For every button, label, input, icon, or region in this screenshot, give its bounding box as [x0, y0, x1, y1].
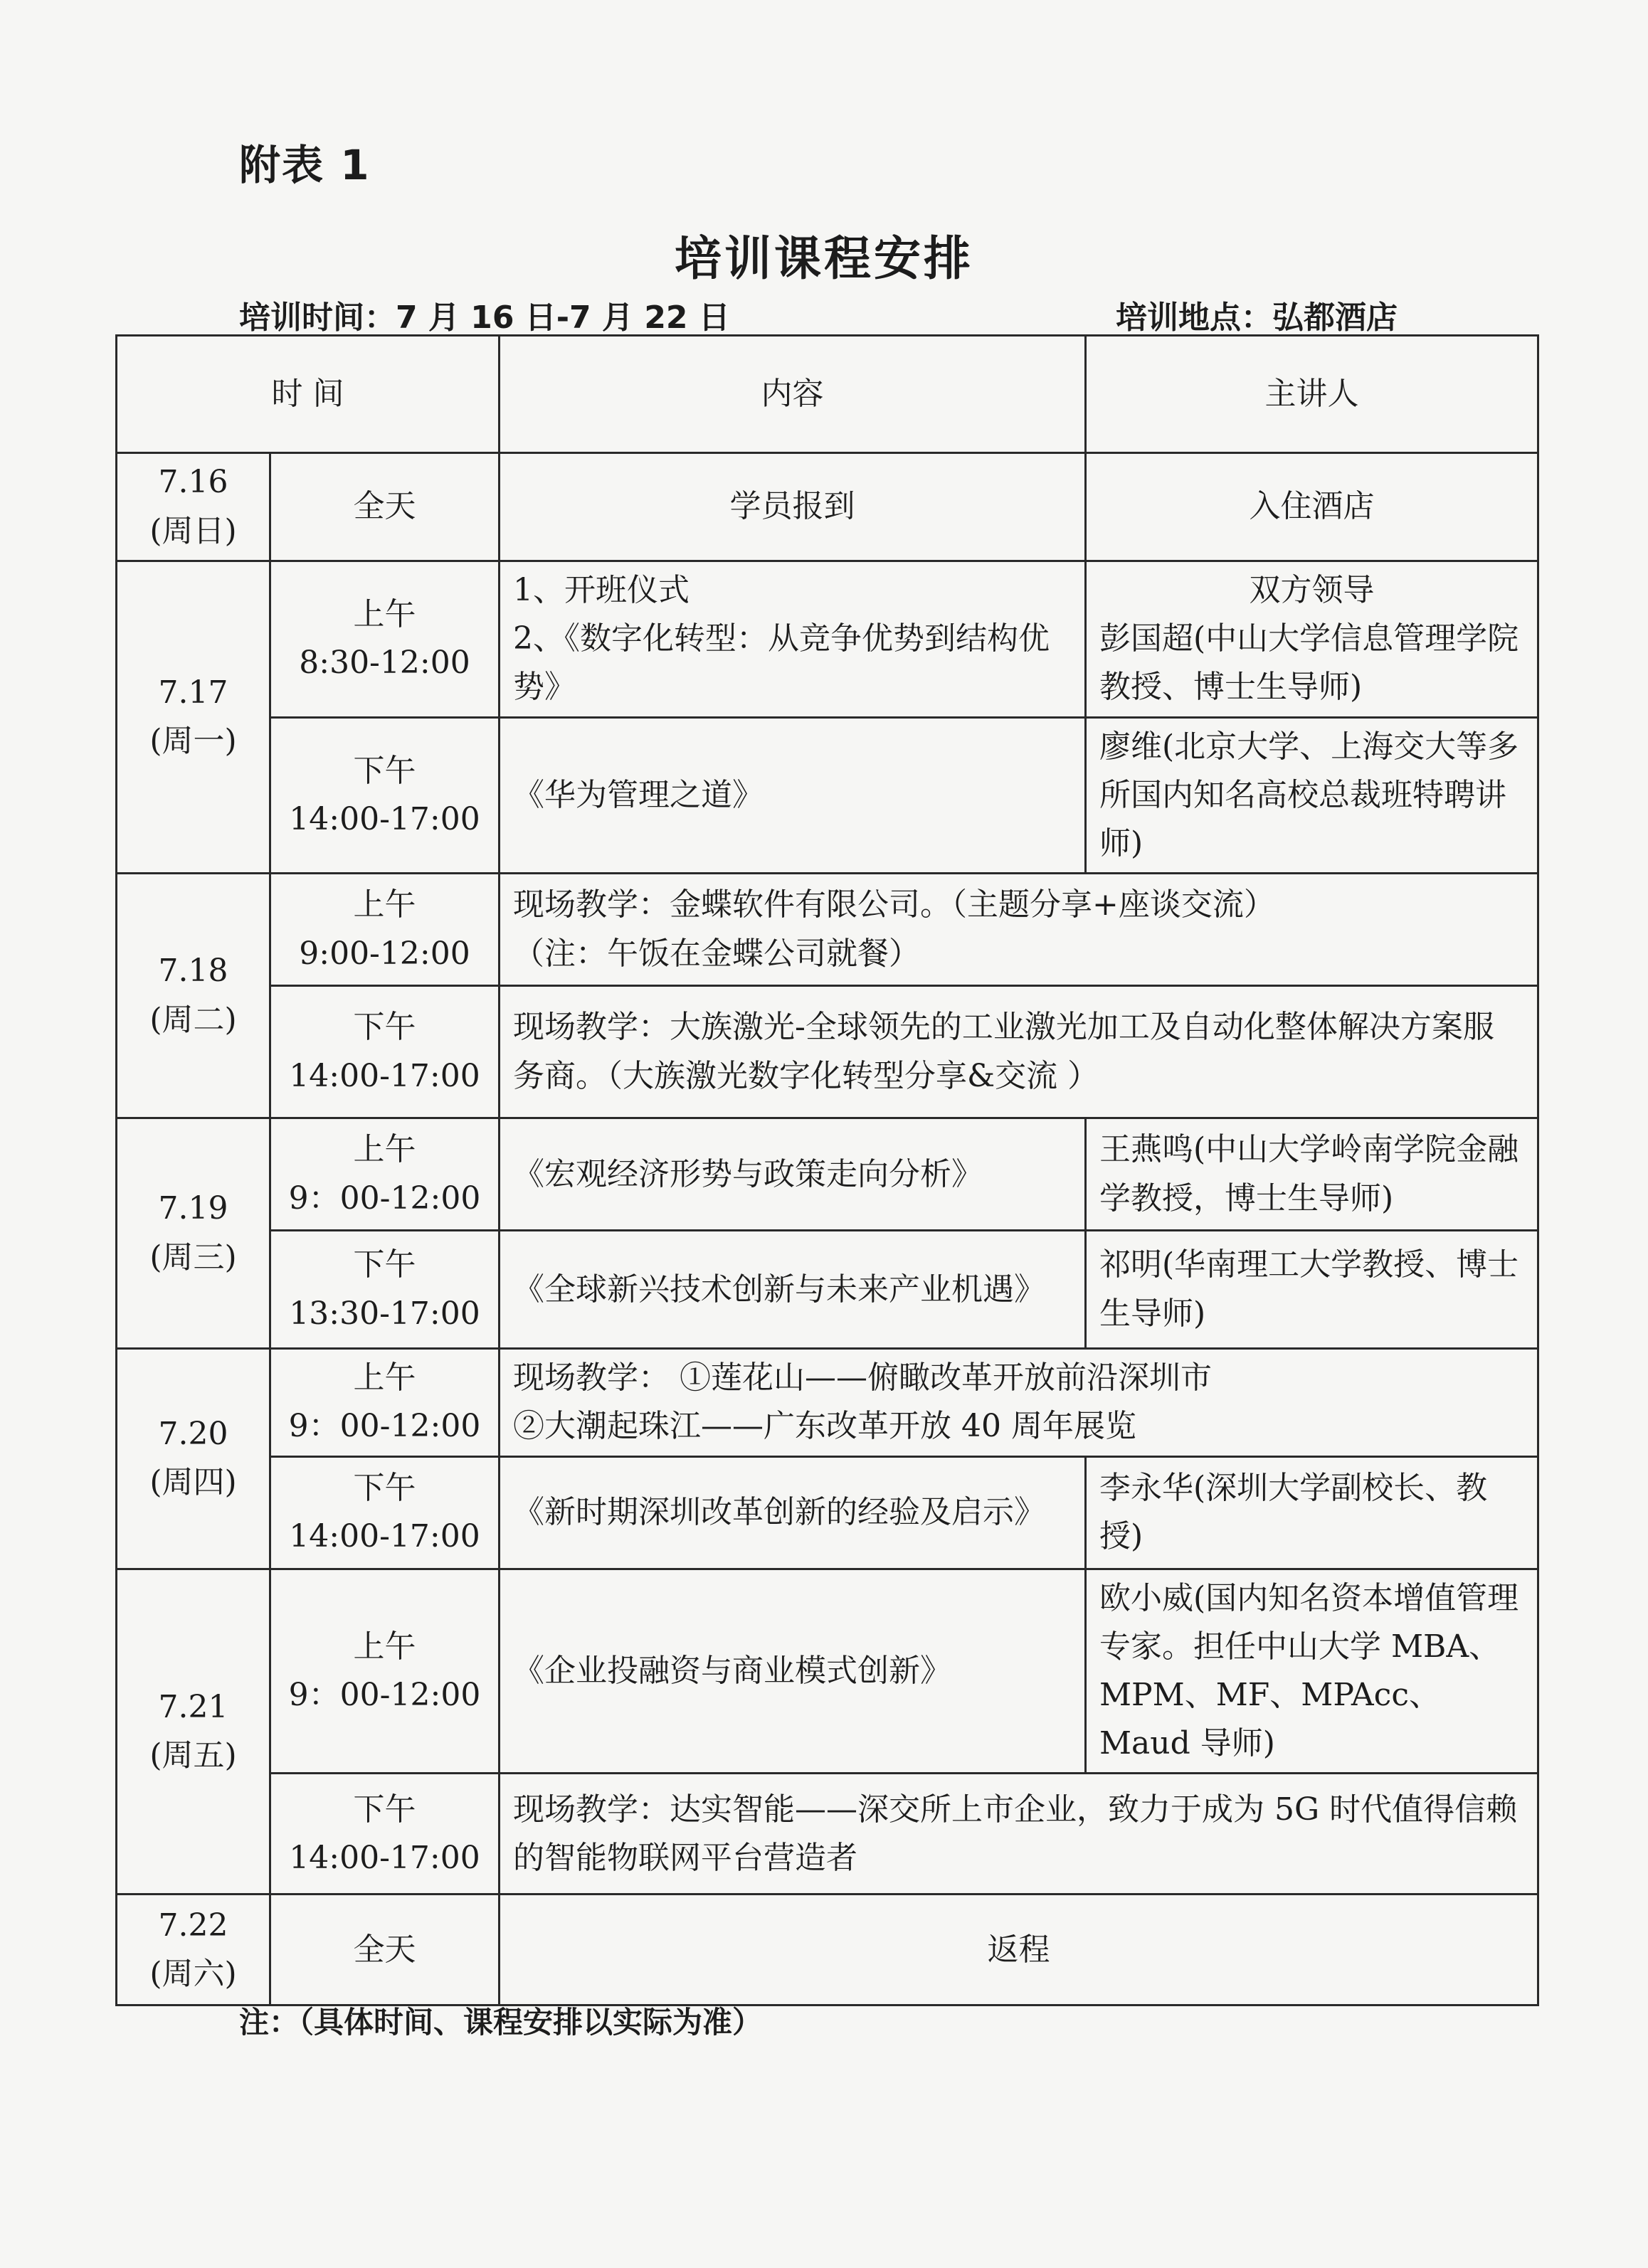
slot-cell: 上午 9:00-12:00	[270, 874, 500, 986]
content-cell: 现场教学：达实智能——深交所上市企业，致力于成为 5G 时代值得信赖的智能物联网平台营造者	[500, 1774, 1538, 1895]
speaker-cell: 廖维(北京大学、上海交大等多所国内知名高校总裁班特聘讲师)	[1086, 717, 1538, 874]
table-row	[117, 1774, 1538, 1895]
training-place: 培训地点：弘都酒店	[1116, 300, 1398, 336]
content-cell: 现场教学：大族激光-全球领先的工业激光加工及自动化整体解决方案服务商。（大族激光数字化转型分享&交流 ）	[500, 986, 1538, 1118]
header-time: 时 间	[117, 336, 500, 453]
date-cell: 7.18 (周二)	[117, 874, 270, 1118]
slot-cell: 上午 9：00-12:00	[270, 1118, 500, 1231]
slot-cell: 下午 14:00-17:00	[270, 1456, 500, 1569]
date-cell: 7.22 (周六)	[117, 1895, 270, 2005]
date-cell: 7.21 (周五)	[117, 1569, 270, 1895]
speaker-cell: 王燕鸣(中山大学岭南学院金融学教授，博士生导师)	[1086, 1118, 1538, 1231]
table-row	[117, 874, 1538, 986]
content-cell: 《企业投融资与商业模式创新》	[500, 1569, 1086, 1774]
speaker-cell: 欧小威(国内知名资本增值管理专家。担任中山大学 MBA、MPM、MF、MPAcc、Maud 导师)	[1086, 1569, 1538, 1774]
speaker-cell: 双方领导 彭国超(中山大学信息管理学院教授、博士生导师)	[1086, 561, 1538, 718]
content-cell: 《新时期深圳改革创新的经验及启示》	[500, 1456, 1086, 1569]
content-cell: 《全球新兴技术创新与未来产业机遇》	[500, 1231, 1086, 1349]
slot-cell: 下午 14:00-17:00	[270, 717, 500, 874]
page-title: 培训课程安排	[675, 231, 973, 286]
header-content: 内容	[500, 336, 1086, 453]
slot-cell: 上午 8:30-12:00	[270, 561, 500, 718]
slot-cell: 下午 14:00-17:00	[270, 1774, 500, 1895]
table-row	[117, 1895, 1538, 2005]
table-row	[117, 1231, 1538, 1349]
appendix-label: 附表 1	[239, 141, 371, 189]
header-speaker: 主讲人	[1086, 336, 1538, 453]
header-row	[117, 336, 1538, 453]
slot-cell: 上午 9：00-12:00	[270, 1569, 500, 1774]
date-cell: 7.17 (周一)	[117, 561, 270, 874]
table-row	[117, 1349, 1538, 1456]
content-cell: 学员报到	[500, 453, 1086, 561]
table-row	[117, 1456, 1538, 1569]
table-row	[117, 1118, 1538, 1231]
slot-cell: 下午 13:30-17:00	[270, 1231, 500, 1349]
date-cell: 7.16 (周日)	[117, 453, 270, 561]
content-cell: 《华为管理之道》	[500, 717, 1086, 874]
slot-cell: 全天	[270, 1895, 500, 2005]
slot-cell: 全天	[270, 453, 500, 561]
slot-cell: 下午 14:00-17:00	[270, 986, 500, 1118]
speaker-cell: 入住酒店	[1086, 453, 1538, 561]
schedule-table	[115, 334, 1539, 2006]
date-cell: 7.20 (周四)	[117, 1349, 270, 1569]
table-row	[117, 1569, 1538, 1774]
date-cell: 7.19 (周三)	[117, 1118, 270, 1349]
table-row	[117, 717, 1538, 874]
content-cell: 《宏观经济形势与政策走向分析》	[500, 1118, 1086, 1231]
speaker-cell: 祁明(华南理工大学教授、博士生导师)	[1086, 1231, 1538, 1349]
content-cell: 现场教学： ①莲花山——俯瞰改革开放前沿深圳市 ②大潮起珠江——广东改革开放 40 周年展览	[500, 1349, 1538, 1456]
training-time: 培训时间：7 月 16 日-7 月 22 日	[239, 300, 730, 336]
content-cell: 返程	[500, 1895, 1538, 2005]
slot-cell: 上午 9：00-12:00	[270, 1349, 500, 1456]
table-row	[117, 453, 1538, 561]
content-cell: 1、开班仪式 2、《数字化转型：从竞争优势到结构优势》	[500, 561, 1086, 718]
content-cell: 现场教学：金蝶软件有限公司。（主题分享+座谈交流） （注：午饭在金蝶公司就餐）	[500, 874, 1538, 986]
table-row	[117, 986, 1538, 1118]
table-row	[117, 561, 1538, 718]
speaker-cell: 李永华(深圳大学副校长、教授)	[1086, 1456, 1538, 1569]
footnote: 注：（具体时间、课程安排以实际为准）	[239, 2005, 763, 2040]
